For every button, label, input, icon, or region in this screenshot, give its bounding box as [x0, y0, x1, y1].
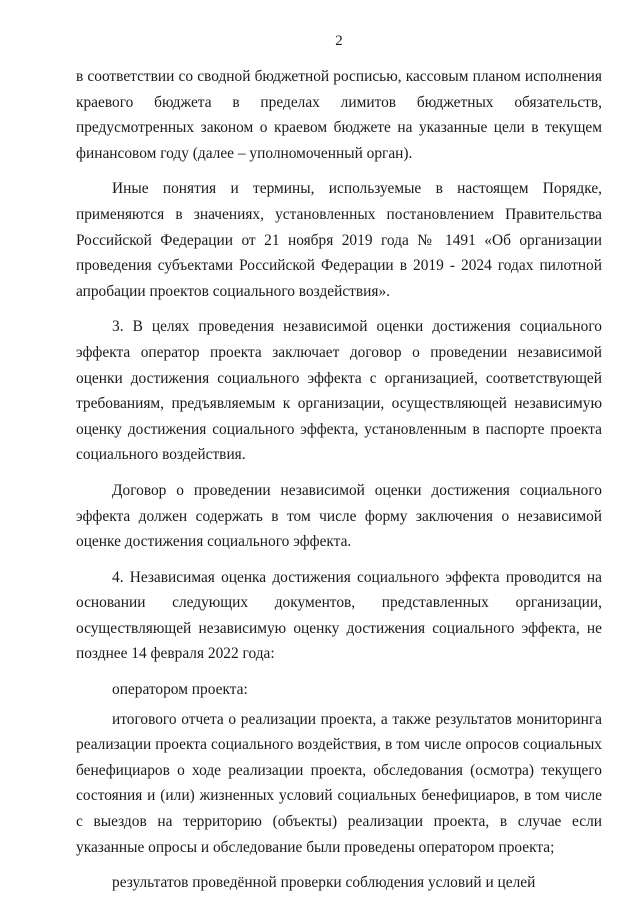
paragraph-authorized-body: в соответствии со сводной бюджетной росписью, кассовым планом исполнения краевого бюджета в пределах лимитов бюджетных обязательств, предусмотренных законом о краевом бюджете на указанные цели в текущем финансовом году (далее – уполномоченный орган). [76, 68, 602, 162]
paragraph-item-4: 4. Независимая оценка достижения социального эффекта проводится на основании следующих документов, представленных организации, осуществляющей независимую оценку достижения социального эффекта, не позднее 14 февраля 2022 года: [76, 568, 602, 663]
paragraph-terms: Иные понятия и термины, используемые в настоящем Порядке, применяются в значениях, установленных постановлением Правительства Российской Федерации от 21 ноября 2019 года № 1491 «Об организации проведения субъектами Российской Федерации в 2019 - 2024 годах пилотной апробации проектов социального воздействия». [76, 180, 602, 300]
paragraph-final-report: итогового отчета о реализации проекта, а также результатов мониторинга реализации проекта социального воздействия, в том числе опросов социальных бенефициаров о ходе реализации проекта, обследования (осмотра) текущего состояния и (или) жизненных условий социальных бенефициаров, в том числе с выездов на территорию (объекты) реализации проекта, в случае если указанные опросы и обследование были проведены оператором проекта; [76, 710, 602, 856]
paragraph-item-3: 3. В целях проведения независимой оценки достижения социального эффекта оператор проекта заключает договор о проведении независимой оценки достижения социального эффекта с организацией, соответствующей требованиям, предъявляемым к организации, осуществляющей независимую оценку достижения социального эффекта, установленным в паспорте проекта социального воздействия. [76, 318, 602, 464]
paragraph-inspection-results: результатов проведённой проверки соблюдения условий и целей [112, 874, 536, 892]
paragraph-contract: Договор о проведении независимой оценки достижения социального эффекта должен содержать в том числе форму заключения о независимой оценке достижения социального эффекта. [76, 481, 602, 551]
page-number: 2 [335, 33, 343, 49]
document-body [76, 64, 602, 896]
paragraph-operator: оператором проекта: [112, 681, 248, 699]
